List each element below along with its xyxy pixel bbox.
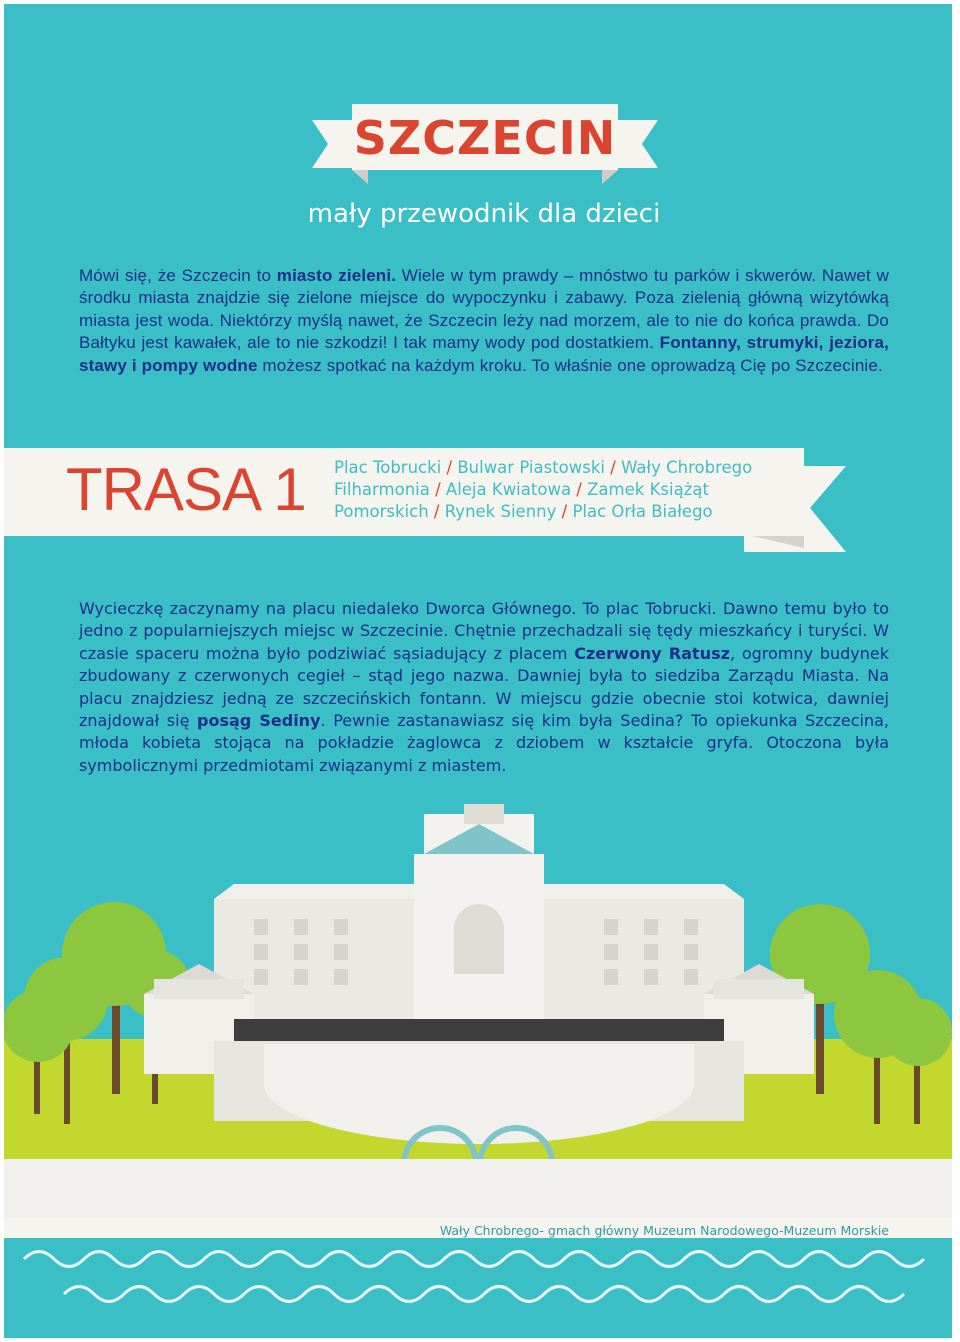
route-separator: /: [556, 502, 573, 521]
walk-text-1: Wycieczkę zaczynamy na placu niedaleko Dworca Głównego. To plac Tobrucki. Dawno temu było to jedno z popularniejszych miejsc w Szczecinie. Chętnie przechadzali się tędy mieszkańcy i turyści. W czasie spaceru można było podziwiać sąsiadujący z placem: [79, 599, 889, 663]
route-separator: /: [571, 480, 588, 499]
route-separator: /: [429, 480, 446, 499]
museum-building-illustration: [4, 794, 952, 1338]
route-stop: Filharmonia: [334, 480, 430, 499]
route-stop: Aleja Kwiatowa: [445, 480, 572, 499]
page-title: SZCZECIN: [353, 111, 617, 165]
route-separator: /: [441, 458, 458, 477]
route-stop: Wały Chrobrego: [621, 458, 753, 477]
route-stop: Plac Tobrucki: [334, 458, 442, 477]
route-stop: Rynek Sienny: [444, 502, 557, 521]
page-subtitle: mały przewodnik dla dzieci: [307, 199, 661, 229]
route-stop: Plac Orła Białego: [572, 502, 713, 521]
illustration-caption: Wały Chrobrego- gmach główny Muzeum Narodowego-Muzeum Morskie: [439, 1223, 889, 1238]
walk-paragraph: [79, 598, 889, 777]
intro-text-3: możesz spotkać na każdym kroku. To właśnie one oprowadzą Cię po Szczecinie.: [257, 355, 883, 375]
route-stops: [334, 457, 804, 523]
route-stop: Bulwar Piastowski: [457, 458, 605, 477]
intro-text-2: Wiele w tym prawdy – mnóstwo tu parków i skwerów. Nawet w środku miasta znajdzie się zielone miejsce do wypoczynku i zabawy. Poza zielenią główną wizytówką miasta jest woda. Niektórzy myślą nawet, że Szczecin leży nad morzem, ale to nie do końca prawda. Do Bałtyku jest kawałek, ale to nie szkodzi! I tak mamy wody pod dostatkiem.: [79, 266, 889, 353]
intro-paragraph: [79, 265, 889, 377]
intro-text-1: Mówi się, że Szczecin to: [79, 266, 277, 285]
intro-bold-1: miasto zieleni.: [276, 266, 397, 285]
route-separator: /: [428, 502, 445, 521]
walk-text-2: , ogromny budynek zbudowany z czerwonych cegieł – stąd jego nazwa. Dawniej była to siedziba Zarządu Miasta. Na placu znajdziesz jedną ze szczecińskich fontann. W miejscu gdzie obecnie stoi kotwica, dawniej znajdował się: [79, 643, 890, 731]
walk-text-3: . Pewnie zastanawiasz się kim była Sedina? To opiekunka Szczecina, młoda kobieta stojąca na pokładzie żaglowca z dziobem w kształcie gryfa. Otoczona była symbolicznymi przedmiotami związanymi z miastem.: [79, 711, 890, 775]
intro-bold-2: Fontanny, strumyki, jeziora, stawy i pompy wodne: [79, 333, 889, 375]
walk-bold-2: posąg Sediny: [197, 711, 321, 731]
walk-bold-1: Czerwony Ratusz: [574, 643, 730, 663]
route-separator: /: [605, 458, 622, 477]
poster: [4, 4, 952, 1338]
route-stop: Zamek Książąt Pomorskich: [334, 480, 709, 521]
route-title: TRASA 1: [66, 456, 306, 523]
